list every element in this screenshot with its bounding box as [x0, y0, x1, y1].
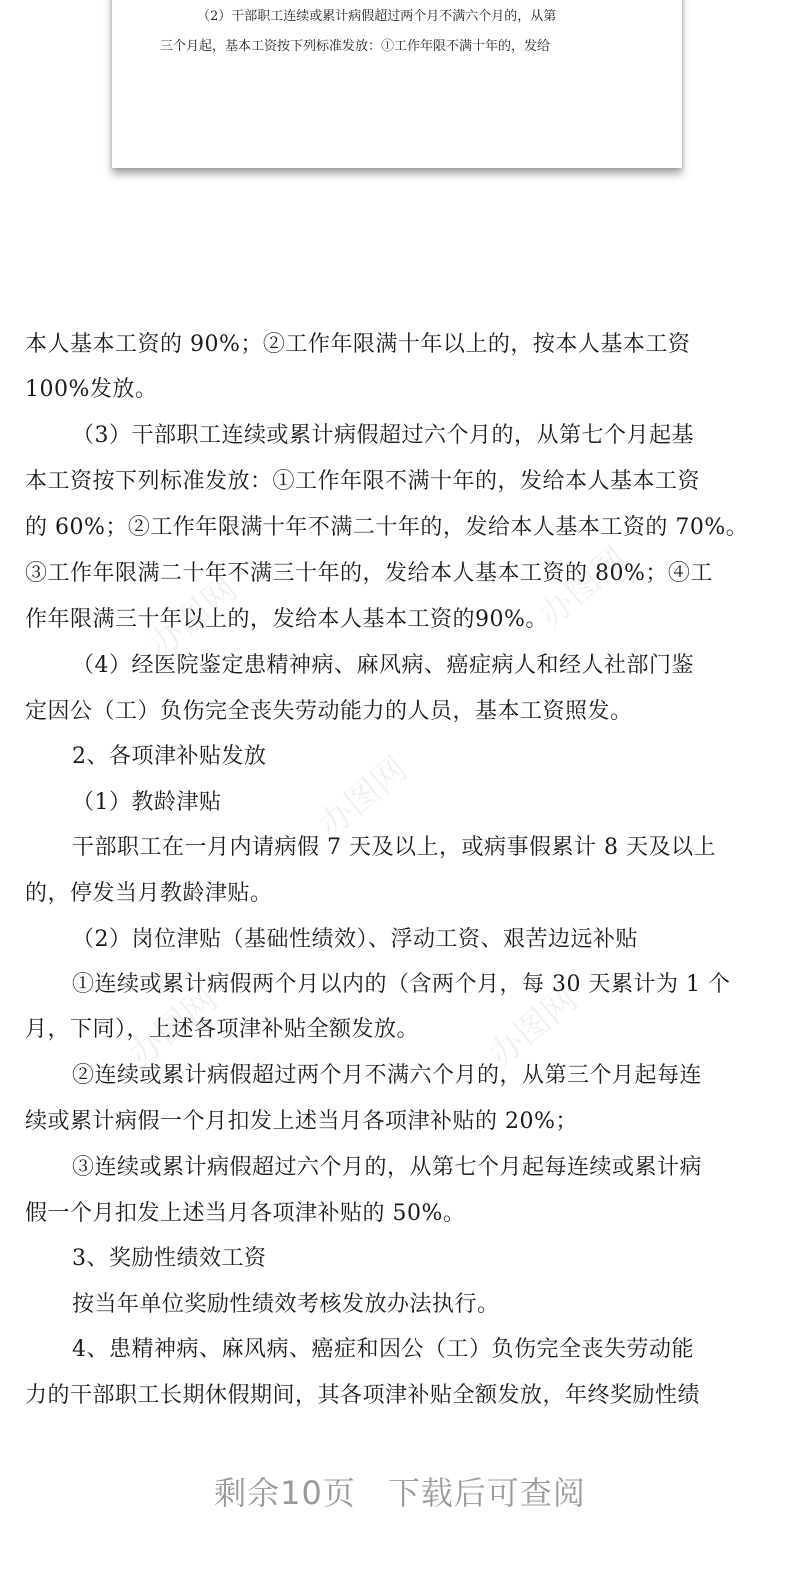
doc-line: 力的干部职工长期休假期间，其各项津补贴全额发放，年终奖励性绩 — [25, 1383, 701, 1408]
watermark: 办图网 — [311, 749, 416, 846]
doc-line: 按当年单位奖励性绩效考核发放办法执行。 — [72, 1292, 500, 1317]
doc-line: 续或累计病假一个月扣发上述当月各项津补贴的 20%； — [25, 1109, 578, 1134]
doc-line: 月，下同），上述各项津补贴全额发放。 — [25, 1017, 420, 1042]
doc-line: 作年限满三十年以上的，发给本人基本工资的90%。 — [25, 607, 548, 632]
download-to-read-text[interactable]: 下载后可查阅 — [387, 1474, 586, 1512]
doc-line: ①连续或累计病假两个月以内的（含两个月，每 30 天累计为 1 个 — [72, 972, 731, 997]
doc-line: ③工作年限满二十年不满三十年的，发给本人基本工资的 80%；④工 — [25, 561, 713, 586]
preview-line: （2）干部职工连续或累计病假超过两个月不满六个月的，从第 — [197, 9, 557, 24]
doc-line: 100%发放。 — [25, 377, 158, 402]
doc-line: 假一个月扣发上述当月各项津补贴的 50%。 — [25, 1201, 466, 1226]
remaining-pages-text: 剩余10页 — [214, 1474, 356, 1512]
subsection-heading: （2）岗位津贴（基础性绩效）、浮动工资、艰苦边远补贴 — [72, 927, 638, 952]
doc-line: 本工资按下列标准发放：①工作年限不满十年的，发给本人基本工资 — [25, 469, 701, 494]
watermark: 办图网 — [531, 539, 636, 636]
doc-line: 干部职工在一月内请病假 7 天及以上，或病事假累计 8 天及以上 — [72, 835, 716, 860]
watermark: 办图网 — [481, 979, 586, 1076]
doc-line: 的 60%；②工作年限满十年不满二十年的，发给本人基本工资的 70%。 — [25, 515, 749, 540]
doc-line: 的，停发当月教龄津贴。 — [25, 881, 273, 906]
section-heading: 2、各项津补贴发放 — [72, 744, 267, 769]
watermark: 办图网 — [141, 569, 246, 666]
subsection-heading: （1）教龄津贴 — [72, 790, 222, 815]
preview-line: 三个月起，基本工资按下列标准发放：①工作年限不满十年的，发给 — [160, 39, 551, 54]
doc-line: ③连续或累计病假超过六个月的，从第七个月起每连续或累计病 — [72, 1155, 703, 1180]
doc-line: （3）干部职工连续或累计病假超过六个月的，从第七个月起基 — [72, 423, 694, 448]
doc-line: 本人基本工资的 90%；②工作年限满十年以上的，按本人基本工资 — [25, 332, 691, 357]
previous-page-preview — [112, 0, 682, 168]
doc-line: （4）经医院鉴定患精神病、麻风病、癌症病人和经人社部门鉴 — [72, 653, 694, 678]
watermark: 办图网 — [121, 979, 226, 1076]
doc-line: 4、患精神病、麻风病、癌症和因公（工）负伤完全丧失劳动能 — [72, 1337, 694, 1362]
doc-line: 定因公（工）负伤完全丧失劳动能力的人员，基本工资照发。 — [25, 699, 633, 724]
download-prompt[interactable] — [0, 1468, 800, 1514]
doc-line: ②连续或累计病假超过两个月不满六个月的，从第三个月起每连 — [72, 1063, 703, 1088]
section-heading: 3、奖励性绩效工资 — [72, 1246, 267, 1271]
